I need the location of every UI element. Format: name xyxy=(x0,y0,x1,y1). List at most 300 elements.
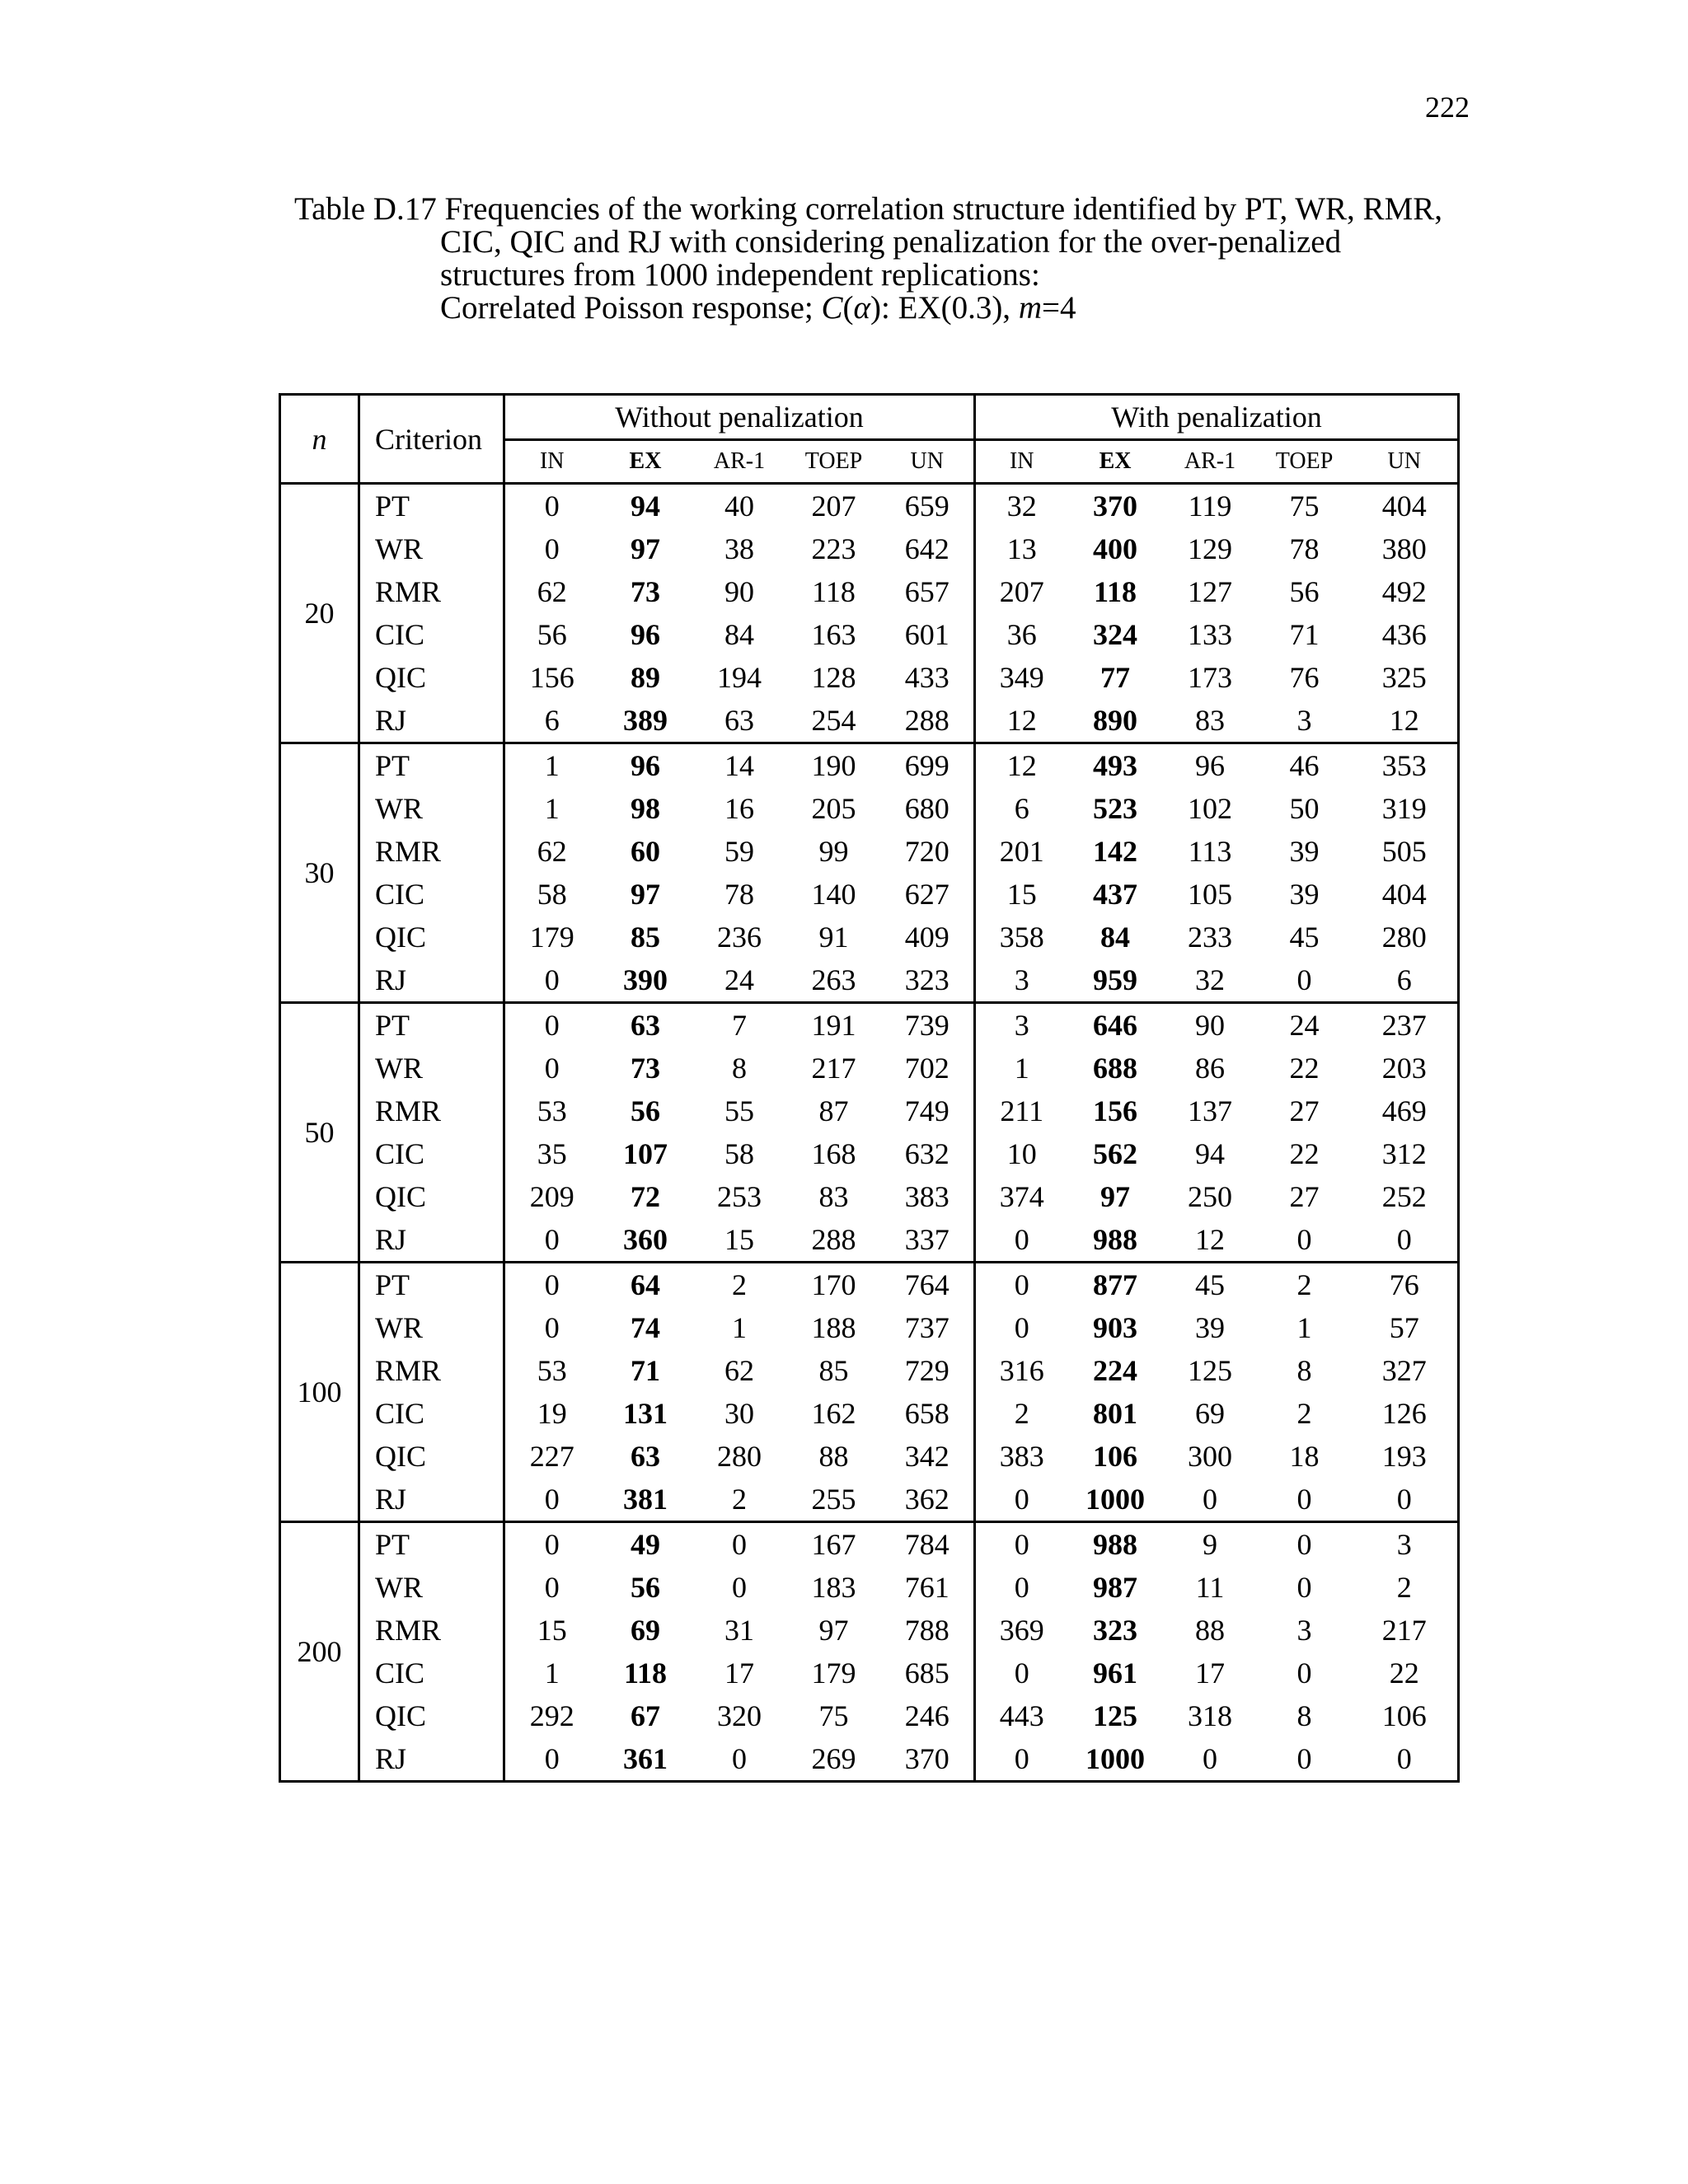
frequency-cell: 784 xyxy=(881,1522,975,1567)
frequency-cell: 107 xyxy=(623,1137,668,1170)
table-row xyxy=(280,1003,1459,1047)
frequency-cell: 433 xyxy=(881,656,975,699)
frequency-cell: 140 xyxy=(811,878,856,911)
frequency-cell: 90 xyxy=(1195,1009,1226,1042)
criterion-cell: RJ xyxy=(359,1478,504,1522)
frequency-cell: 959 xyxy=(1068,958,1163,1003)
header-n: n xyxy=(280,395,359,484)
frequency-cell: 97 xyxy=(818,1614,849,1647)
criterion-cell: QIC xyxy=(359,1435,504,1478)
criterion-cell: WR xyxy=(359,1047,504,1090)
frequency-cell: 106 xyxy=(1093,1440,1138,1473)
frequency-cell: 2 xyxy=(1014,1397,1029,1430)
frequency-cell: 53 xyxy=(537,1094,567,1127)
frequency-cell: 323 xyxy=(881,958,975,1003)
frequency-cell: 53 xyxy=(537,1354,567,1387)
frequency-cell: 404 xyxy=(1352,484,1459,528)
criterion-cell: WR xyxy=(359,1566,504,1609)
frequency-cell: 3 xyxy=(1014,1009,1029,1042)
frequency-cell: 27 xyxy=(1289,1180,1320,1213)
frequency-cell: 69 xyxy=(1195,1397,1226,1430)
table-caption xyxy=(294,193,1498,325)
frequency-cell: 73 xyxy=(631,1052,660,1085)
table-row xyxy=(280,570,1459,613)
frequency-cell: 9 xyxy=(1203,1528,1218,1561)
frequency-cell: 877 xyxy=(1093,1268,1138,1301)
frequency-cell: 156 xyxy=(529,661,574,694)
sample-size-cell: 200 xyxy=(280,1522,359,1782)
frequency-cell: 325 xyxy=(1352,656,1459,699)
frequency-cell: 63 xyxy=(631,1009,660,1042)
caption-line-4-post: =4 xyxy=(1041,290,1076,326)
caption-line-2: CIC, QIC and RJ with considering penalization for the over-penalized xyxy=(440,224,1342,260)
table-row xyxy=(280,1392,1459,1435)
col-header-toep-with: TOEP xyxy=(1258,440,1352,484)
frequency-cell: 168 xyxy=(811,1137,856,1170)
frequency-table xyxy=(279,393,1460,1783)
caption-line-4 xyxy=(294,292,1498,325)
frequency-cell: 688 xyxy=(1093,1052,1138,1085)
frequency-cell: 903 xyxy=(1093,1311,1138,1344)
frequency-cell: 207 xyxy=(811,490,856,523)
frequency-cell: 15 xyxy=(1006,878,1037,911)
col-header-toep-without: TOEP xyxy=(787,440,881,484)
frequency-cell: 263 xyxy=(787,958,881,1003)
frequency-cell: 137 xyxy=(1188,1094,1233,1127)
frequency-cell: 224 xyxy=(1093,1354,1138,1387)
frequency-cell: 601 xyxy=(881,613,975,656)
frequency-cell: 118 xyxy=(623,1657,667,1690)
criterion-cell: RMR xyxy=(359,1090,504,1132)
frequency-cell: 125 xyxy=(1093,1699,1138,1732)
frequency-cell: 469 xyxy=(1352,1090,1459,1132)
criterion-cell: CIC xyxy=(359,873,504,916)
frequency-cell: 1 xyxy=(544,749,560,782)
frequency-cell: 0 xyxy=(1014,1571,1029,1604)
frequency-cell: 0 xyxy=(1258,1737,1352,1782)
table-row xyxy=(280,656,1459,699)
frequency-cell: 142 xyxy=(1093,835,1138,868)
frequency-cell: 59 xyxy=(724,835,754,868)
frequency-cell: 523 xyxy=(1093,792,1138,825)
frequency-cell: 179 xyxy=(529,921,574,954)
frequency-cell: 63 xyxy=(631,1440,660,1473)
frequency-cell: 83 xyxy=(1163,699,1258,743)
frequency-cell: 162 xyxy=(811,1397,856,1430)
table-row xyxy=(280,1435,1459,1478)
caption-line-4-pre: Correlated Poisson response; xyxy=(440,290,822,326)
frequency-cell: 94 xyxy=(631,490,660,523)
frequency-cell: 217 xyxy=(1352,1609,1459,1652)
frequency-cell: 2 xyxy=(1296,1397,1312,1430)
header-without-penalization: Without penalization xyxy=(504,395,975,440)
frequency-cell: 988 xyxy=(1093,1528,1138,1561)
frequency-cell: 15 xyxy=(537,1614,567,1647)
table-row xyxy=(280,1478,1459,1522)
frequency-cell: 125 xyxy=(1188,1354,1233,1387)
frequency-cell: 72 xyxy=(631,1180,660,1213)
frequency-cell: 254 xyxy=(787,699,881,743)
col-header-ar1-with: AR-1 xyxy=(1163,440,1258,484)
criterion-cell: PT xyxy=(359,484,504,528)
frequency-cell: 0 xyxy=(504,1478,599,1522)
caption-line-1: Table D.17 Frequencies of the working correlation structure identified by PT, WR, RMR, xyxy=(294,191,1443,227)
frequency-cell: 205 xyxy=(811,792,856,825)
table-row xyxy=(280,1132,1459,1175)
frequency-cell: 381 xyxy=(599,1478,692,1522)
frequency-cell: 39 xyxy=(1289,878,1320,911)
frequency-cell: 1 xyxy=(732,1311,747,1344)
frequency-cell: 106 xyxy=(1352,1694,1459,1737)
frequency-cell: 91 xyxy=(818,921,849,954)
frequency-cell: 38 xyxy=(724,532,754,565)
frequency-cell: 3 xyxy=(975,958,1068,1003)
frequency-cell: 493 xyxy=(1093,749,1138,782)
frequency-cell: 288 xyxy=(881,699,975,743)
criterion-cell: CIC xyxy=(359,1132,504,1175)
frequency-cell: 2 xyxy=(1352,1566,1459,1609)
frequency-cell: 358 xyxy=(999,921,1044,954)
frequency-cell: 0 xyxy=(1163,1478,1258,1522)
frequency-cell: 94 xyxy=(1195,1137,1226,1170)
frequency-cell: 492 xyxy=(1352,570,1459,613)
frequency-cell: 227 xyxy=(529,1440,574,1473)
caption-alpha-symbol: α xyxy=(853,290,871,326)
frequency-cell: 0 xyxy=(544,1528,560,1561)
frequency-cell: 987 xyxy=(1093,1571,1138,1604)
frequency-cell: 62 xyxy=(724,1354,754,1387)
frequency-cell: 0 xyxy=(1296,1571,1312,1604)
frequency-cell: 118 xyxy=(1094,575,1137,608)
frequency-cell: 6 xyxy=(1014,792,1029,825)
frequency-cell: 324 xyxy=(1093,618,1138,651)
frequency-cell: 88 xyxy=(818,1440,849,1473)
frequency-cell: 87 xyxy=(818,1094,849,1127)
criterion-cell: QIC xyxy=(359,916,504,958)
frequency-cell: 32 xyxy=(1006,490,1037,523)
frequency-cell: 642 xyxy=(881,527,975,570)
frequency-cell: 12 xyxy=(1006,749,1037,782)
frequency-cell: 102 xyxy=(1188,792,1233,825)
sample-size-cell: 30 xyxy=(280,743,359,1003)
frequency-cell: 22 xyxy=(1289,1137,1320,1170)
frequency-cell: 179 xyxy=(811,1657,856,1690)
table-row xyxy=(280,1349,1459,1392)
frequency-cell: 84 xyxy=(724,618,754,651)
frequency-cell: 13 xyxy=(1006,532,1037,565)
frequency-cell: 316 xyxy=(999,1354,1044,1387)
frequency-cell: 8 xyxy=(732,1052,747,1085)
frequency-cell: 1000 xyxy=(1068,1478,1163,1522)
table-row xyxy=(280,1566,1459,1609)
frequency-cell: 74 xyxy=(631,1311,660,1344)
frequency-cell: 360 xyxy=(599,1218,692,1263)
frequency-cell: 64 xyxy=(631,1268,660,1301)
frequency-cell: 0 xyxy=(732,1571,747,1604)
frequency-cell: 362 xyxy=(881,1478,975,1522)
frequency-cell: 233 xyxy=(1188,921,1233,954)
frequency-cell: 1000 xyxy=(1068,1737,1163,1782)
frequency-cell: 97 xyxy=(631,532,660,565)
frequency-cell: 3 xyxy=(1296,1614,1312,1647)
criterion-cell: RMR xyxy=(359,570,504,613)
criterion-cell: RJ xyxy=(359,1737,504,1782)
col-header-un-without: UN xyxy=(881,440,975,484)
frequency-cell: 404 xyxy=(1352,873,1459,916)
frequency-cell: 40 xyxy=(724,490,754,523)
frequency-cell: 191 xyxy=(811,1009,856,1042)
frequency-cell: 12 xyxy=(1163,1218,1258,1263)
frequency-cell: 167 xyxy=(811,1528,856,1561)
frequency-cell: 46 xyxy=(1289,749,1320,782)
frequency-cell: 337 xyxy=(881,1218,975,1263)
caption-line-3: structures from 1000 independent replications: xyxy=(440,257,1040,293)
frequency-cell: 0 xyxy=(1014,1657,1029,1690)
frequency-cell: 1 xyxy=(544,792,560,825)
criterion-cell: PT xyxy=(359,1263,504,1307)
criterion-cell: WR xyxy=(359,1306,504,1349)
frequency-cell: 85 xyxy=(631,921,660,954)
frequency-cell: 183 xyxy=(811,1571,856,1604)
frequency-cell: 99 xyxy=(818,835,849,868)
frequency-cell: 194 xyxy=(717,661,762,694)
frequency-cell: 437 xyxy=(1093,878,1138,911)
table-row xyxy=(280,1047,1459,1090)
frequency-cell: 627 xyxy=(881,873,975,916)
criterion-cell: PT xyxy=(359,743,504,788)
frequency-cell: 77 xyxy=(1100,661,1131,694)
frequency-cell: 18 xyxy=(1289,1440,1320,1473)
frequency-cell: 0 xyxy=(1352,1737,1459,1782)
frequency-cell: 1 xyxy=(1296,1311,1312,1344)
frequency-cell: 0 xyxy=(544,1311,560,1344)
frequency-cell: 71 xyxy=(631,1354,660,1387)
frequency-cell: 658 xyxy=(881,1392,975,1435)
frequency-cell: 761 xyxy=(881,1566,975,1609)
frequency-cell: 801 xyxy=(1093,1397,1138,1430)
frequency-cell: 237 xyxy=(1352,1003,1459,1047)
frequency-cell: 96 xyxy=(1195,749,1226,782)
frequency-cell: 702 xyxy=(881,1047,975,1090)
frequency-cell: 11 xyxy=(1195,1571,1225,1604)
frequency-cell: 383 xyxy=(881,1175,975,1218)
frequency-cell: 32 xyxy=(1163,958,1258,1003)
frequency-cell: 6 xyxy=(1352,958,1459,1003)
frequency-cell: 646 xyxy=(1093,1009,1138,1042)
criterion-cell: PT xyxy=(359,1522,504,1567)
frequency-cell: 288 xyxy=(787,1218,881,1263)
criterion-cell: RMR xyxy=(359,1349,504,1392)
frequency-cell: 58 xyxy=(537,878,567,911)
frequency-cell: 369 xyxy=(999,1614,1044,1647)
frequency-cell: 657 xyxy=(881,570,975,613)
frequency-cell: 27 xyxy=(1289,1094,1320,1127)
criterion-cell: QIC xyxy=(359,656,504,699)
frequency-cell: 890 xyxy=(1068,699,1163,743)
frequency-cell: 84 xyxy=(1100,921,1131,954)
table-row xyxy=(280,1090,1459,1132)
frequency-cell: 223 xyxy=(811,532,856,565)
frequency-cell: 729 xyxy=(881,1349,975,1392)
frequency-cell: 98 xyxy=(631,792,660,825)
frequency-cell: 0 xyxy=(1352,1478,1459,1522)
frequency-cell: 685 xyxy=(881,1652,975,1694)
frequency-cell: 737 xyxy=(881,1306,975,1349)
page-number: 222 xyxy=(1425,91,1470,124)
frequency-cell: 255 xyxy=(787,1478,881,1522)
frequency-cell: 45 xyxy=(1289,921,1320,954)
frequency-cell: 0 xyxy=(975,1737,1068,1782)
col-header-ex-with: EX xyxy=(1068,440,1163,484)
frequency-cell: 128 xyxy=(811,661,856,694)
frequency-cell: 632 xyxy=(881,1132,975,1175)
frequency-cell: 1 xyxy=(544,1657,560,1690)
frequency-cell: 86 xyxy=(1195,1052,1226,1085)
criterion-cell: QIC xyxy=(359,1175,504,1218)
frequency-cell: 45 xyxy=(1195,1268,1226,1301)
frequency-cell: 3 xyxy=(1258,699,1352,743)
frequency-cell: 71 xyxy=(1289,618,1320,651)
frequency-cell: 22 xyxy=(1352,1652,1459,1694)
frequency-cell: 3 xyxy=(1352,1522,1459,1567)
table-row xyxy=(280,699,1459,743)
frequency-cell: 85 xyxy=(818,1354,849,1387)
frequency-cell: 0 xyxy=(1352,1218,1459,1263)
frequency-cell: 312 xyxy=(1352,1132,1459,1175)
frequency-cell: 1 xyxy=(1014,1052,1029,1085)
table-row xyxy=(280,787,1459,830)
frequency-cell: 250 xyxy=(1188,1180,1233,1213)
criterion-cell: CIC xyxy=(359,613,504,656)
frequency-cell: 209 xyxy=(529,1180,574,1213)
table-row xyxy=(280,1694,1459,1737)
frequency-cell: 0 xyxy=(1014,1528,1029,1561)
frequency-cell: 17 xyxy=(724,1657,754,1690)
frequency-cell: 0 xyxy=(692,1737,787,1782)
frequency-cell: 319 xyxy=(1352,787,1459,830)
frequency-cell: 8 xyxy=(1296,1354,1312,1387)
criterion-cell: CIC xyxy=(359,1652,504,1694)
frequency-cell: 129 xyxy=(1188,532,1233,565)
frequency-cell: 67 xyxy=(631,1699,660,1732)
frequency-cell: 0 xyxy=(504,1218,599,1263)
frequency-cell: 0 xyxy=(1258,1478,1352,1522)
header-with-penalization: With penalization xyxy=(975,395,1459,440)
table-row xyxy=(280,1609,1459,1652)
frequency-cell: 7 xyxy=(732,1009,747,1042)
frequency-cell: 88 xyxy=(1195,1614,1226,1647)
frequency-cell: 374 xyxy=(999,1180,1044,1213)
table-row xyxy=(280,613,1459,656)
frequency-cell: 96 xyxy=(631,749,660,782)
frequency-cell: 246 xyxy=(881,1694,975,1737)
frequency-cell: 0 xyxy=(544,1052,560,1085)
table-body xyxy=(280,484,1459,1782)
table-row xyxy=(280,1218,1459,1263)
frequency-cell: 170 xyxy=(811,1268,856,1301)
frequency-cell: 253 xyxy=(717,1180,762,1213)
frequency-cell: 105 xyxy=(1188,878,1233,911)
table-row xyxy=(280,873,1459,916)
frequency-cell: 0 xyxy=(1258,1218,1352,1263)
frequency-cell: 96 xyxy=(631,618,660,651)
criterion-cell: RJ xyxy=(359,699,504,743)
frequency-cell: 370 xyxy=(881,1737,975,1782)
frequency-cell: 788 xyxy=(881,1609,975,1652)
frequency-cell: 0 xyxy=(975,1218,1068,1263)
caption-c-symbol: C xyxy=(821,290,843,326)
frequency-cell: 56 xyxy=(1289,575,1320,608)
caption-paren: ( xyxy=(842,290,854,326)
frequency-cell: 2 xyxy=(1296,1268,1312,1301)
frequency-cell: 57 xyxy=(1352,1306,1459,1349)
table-row xyxy=(280,830,1459,873)
table-row xyxy=(280,527,1459,570)
frequency-cell: 0 xyxy=(1163,1737,1258,1782)
frequency-cell: 63 xyxy=(692,699,787,743)
caption-m-symbol: m xyxy=(1018,290,1042,326)
frequency-cell: 0 xyxy=(504,958,599,1003)
frequency-cell: 203 xyxy=(1352,1047,1459,1090)
table-row xyxy=(280,743,1459,788)
frequency-cell: 22 xyxy=(1289,1052,1320,1085)
frequency-cell: 323 xyxy=(1093,1614,1138,1647)
col-header-un-with: UN xyxy=(1352,440,1459,484)
frequency-cell: 0 xyxy=(504,1737,599,1782)
frequency-cell: 17 xyxy=(1195,1657,1226,1690)
frequency-cell: 6 xyxy=(504,699,599,743)
frequency-cell: 173 xyxy=(1188,661,1233,694)
frequency-cell: 443 xyxy=(999,1699,1044,1732)
frequency-cell: 97 xyxy=(631,878,660,911)
frequency-cell: 389 xyxy=(599,699,692,743)
frequency-cell: 69 xyxy=(631,1614,660,1647)
frequency-cell: 0 xyxy=(544,1571,560,1604)
frequency-cell: 35 xyxy=(537,1137,567,1170)
frequency-cell: 56 xyxy=(537,618,567,651)
frequency-cell: 280 xyxy=(717,1440,762,1473)
frequency-cell: 56 xyxy=(631,1094,660,1127)
frequency-cell: 739 xyxy=(881,1003,975,1047)
frequency-cell: 113 xyxy=(1188,835,1232,868)
frequency-cell: 349 xyxy=(999,661,1044,694)
frequency-cell: 73 xyxy=(631,575,660,608)
frequency-cell: 680 xyxy=(881,787,975,830)
frequency-cell: 0 xyxy=(544,490,560,523)
frequency-cell: 156 xyxy=(1093,1094,1138,1127)
frequency-cell: 62 xyxy=(537,835,567,868)
frequency-cell: 383 xyxy=(999,1440,1044,1473)
caption-line-4-mid: ): EX(0.3), xyxy=(870,290,1019,326)
frequency-cell: 201 xyxy=(999,835,1044,868)
frequency-cell: 75 xyxy=(1289,490,1320,523)
frequency-cell: 62 xyxy=(537,575,567,608)
frequency-cell: 505 xyxy=(1352,830,1459,873)
frequency-cell: 211 xyxy=(1000,1094,1044,1127)
frequency-cell: 30 xyxy=(724,1397,754,1430)
frequency-cell: 89 xyxy=(631,661,660,694)
frequency-cell: 118 xyxy=(812,575,856,608)
frequency-cell: 207 xyxy=(999,575,1044,608)
frequency-cell: 0 xyxy=(544,1009,560,1042)
frequency-cell: 342 xyxy=(881,1435,975,1478)
frequency-cell: 188 xyxy=(811,1311,856,1344)
frequency-cell: 24 xyxy=(1289,1009,1320,1042)
frequency-cell: 292 xyxy=(529,1699,574,1732)
frequency-cell: 0 xyxy=(975,1478,1068,1522)
frequency-cell: 56 xyxy=(631,1571,660,1604)
col-header-ar1-without: AR-1 xyxy=(692,440,787,484)
